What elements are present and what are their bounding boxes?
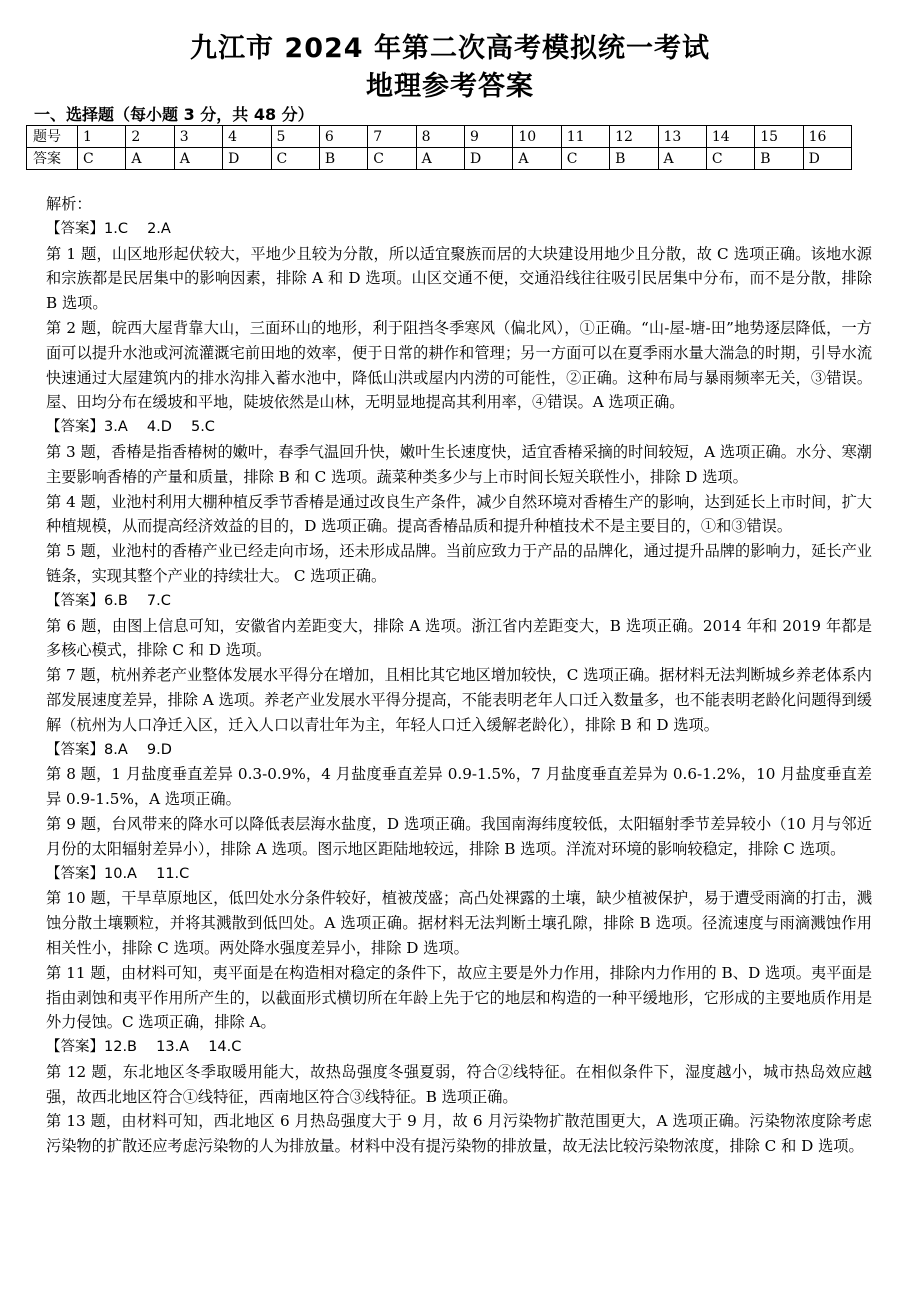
answer-cell: C <box>706 148 754 170</box>
explanation-paragraph: 第 13 题，由材料可知，西北地区 6 月热岛强度大于 9 月，故 6 月污染物扩散范围更大，A 选项正确。污染物浓度除考虑污染物的扩散还应考虑污染物的人为排放量。材料中没有提污染物的排放量，故无法比较污染物浓度，排除 C 和 D 选项。 <box>46 1112 872 1156</box>
question-number-cell: 14 <box>706 126 754 148</box>
explanation-paragraph: 第 1 题，山区地形起伏较大，平地少且较为分散，所以适宜聚族而居的大块建设用地少且分散，故 C 选项正确。该地水源和宗族都是民居集中的影响因素，排除 A 和 D 选项。山区交通不便，交通沿线往往吸引民居集中分布，而不是分散，排除 B 选项。 <box>46 244 872 313</box>
section-heading: 一、选择题（每小题 3 分，共 48 分） <box>34 105 314 124</box>
explanation-paragraph: 第 4 题，业池村利用大棚种植反季节香椿是通过改良生产条件，减少自然环境对香椿生产的影响，达到延长上市时间，扩大种植规模，从而提高经济效益的目的，D 选项正确。提高香椿品质和提升种植技术不是主要目的，①和③错误。 <box>46 492 872 536</box>
answer-table <box>26 125 852 170</box>
answer-cell: A <box>416 148 464 170</box>
question-number-cell: 6 <box>319 126 367 148</box>
analysis-label: 解析： <box>46 195 92 213</box>
row-label-answer: 答案 <box>27 148 78 170</box>
explanation-paragraph: 第 11 题，由材料可知，夷平面是在构造相对稳定的条件下，故应主要是外力作用，排除内力作用的 B、D 选项。夷平面是指由剥蚀和夷平作用所产生的，以截面形式横切所在年龄上先于它的地层和构造的一种平缓地形，它形成的主要地质作用是外力侵蚀。C 选项正确，排除 A。 <box>46 963 872 1032</box>
explanation-paragraph: 第 6 题，由图上信息可知，安徽省内差距变大，排除 A 选项。浙江省内差距变大，B 选项正确。2014 年和 2019 年都是多核心模式，排除 C 和 D 选项。 <box>46 616 872 660</box>
answer-key-line: 【答案】6.B 7.C <box>46 592 171 609</box>
answer-key-line: 【答案】12.B 13.A 14.C <box>46 1039 242 1056</box>
question-number-cell: 13 <box>658 126 706 148</box>
explanation-paragraph: 第 2 题，皖西大屋背靠大山，三面环山的地形，利于阻挡冬季寒风（偏北风），①正确。“山-屋-塘-田”地势逐层降低，一方面可以提升水池或河流灌溉宅前田地的效率，便于日常的耕作和管理；另一方面可以在夏季雨水量大湍急的时期，引导水流快速通过大屋建筑内的排水沟排入蓄水池中，降低山洪或屋内内涝的可能性，②正确。这种布局与暴雨频率无关，③错误。屋、田均分布在缓坡和平地，陡坡依然是山林，无明显地提高其利用率，④错误。A 选项正确。 <box>46 318 872 412</box>
question-number-cell: 5 <box>271 126 319 148</box>
question-number-cell: 16 <box>803 126 851 148</box>
question-number-cell: 4 <box>223 126 271 148</box>
explanation-paragraph: 第 3 题，香椿是指香椿树的嫩叶，春季气温回升快，嫩叶生长速度快，适宜香椿采摘的时间较短，A 选项正确。水分、寒潮主要影响香椿的产量和质量，排除 B 和 C 选项。蔬菜种类多少与上市时间长短关联性小，排除 D 选项。 <box>46 442 872 486</box>
answer-cell: C <box>561 148 609 170</box>
answer-cell: C <box>368 148 416 170</box>
answer-row <box>27 148 852 170</box>
answer-key-line: 【答案】1.C 2.A <box>46 220 171 237</box>
row-label-question-number: 题号 <box>27 126 78 148</box>
analysis-body <box>46 192 872 1159</box>
answer-cell: D <box>223 148 271 170</box>
answer-key-line: 【答案】10.A 11.C <box>46 865 190 882</box>
explanation-paragraph: 第 12 题，东北地区冬季取暖用能大，故热岛强度冬强夏弱，符合②线特征。在相似条件下，湿度越小，城市热岛效应越强，故西北地区符合①线特征，西南地区符合③线特征。B 选项正确。 <box>46 1062 872 1106</box>
question-number-cell: 2 <box>126 126 174 148</box>
answer-cell: B <box>319 148 367 170</box>
question-number-cell: 1 <box>78 126 126 148</box>
explanation-paragraph: 第 9 题，台风带来的降水可以降低表层海水盐度，D 选项正确。我国南海纬度较低，太阳辐射季节差异较小（10 月与邻近月份的太阳辐射差异小），排除 A 选项。图示地区距陆地较远，排除 B 选项。洋流对环境的影响较稳定，排除 C 选项。 <box>46 814 872 858</box>
answer-key-line: 【答案】3.A 4.D 5.C <box>46 419 215 436</box>
answer-cell: C <box>271 148 319 170</box>
question-number-cell: 11 <box>561 126 609 148</box>
answer-cell: B <box>610 148 658 170</box>
question-number-row <box>27 126 852 148</box>
answer-cell: D <box>803 148 851 170</box>
exam-subtitle: 地理参考答案 <box>366 71 534 102</box>
answer-cell: A <box>126 148 174 170</box>
exam-title: 九江市 2024 年第二次高考模拟统一考试 <box>190 33 710 64</box>
answer-cell: A <box>658 148 706 170</box>
question-number-cell: 3 <box>174 126 222 148</box>
answer-cell: C <box>78 148 126 170</box>
explanation-paragraph: 第 10 题，干旱草原地区，低凹处水分条件较好，植被茂盛；高凸处裸露的土壤，缺少植被保护，易于遭受雨滴的打击，溅蚀分散土壤颗粒，并将其溅散到低凹处。A 选项正确。据材料无法判断土壤孔隙，排除 B 选项。径流速度与雨滴溅蚀作用相关性小，排除 C 选项。两处降水强度差异小，排除 D 选项。 <box>46 889 872 957</box>
answer-cell: D <box>465 148 513 170</box>
question-number-cell: 8 <box>416 126 464 148</box>
explanation-paragraph: 第 8 题，1 月盐度垂直差异 0.3-0.9%，4 月盐度垂直差异 0.9-1.5%，7 月盐度垂直差异为 0.6-1.2%，10 月盐度垂直差异 0.9-1.5%，A 选项正确。 <box>46 765 872 809</box>
explanation-paragraph: 第 7 题，杭州养老产业整体发展水平得分在增加，且相比其它地区增加较快，C 选项正确。据材料无法判断城乡养老体系内部发展速度差异，排除 A 选项。养老产业发展水平得分提高，不能表明老年人口迁入数量多，也不能表明老龄化问题得到缓解（杭州为人口净迁入区，迁入人口以青壮年为主，年轻人口迁入缓解老龄化），排除 B 和 D 选项。 <box>46 666 872 734</box>
question-number-cell: 9 <box>465 126 513 148</box>
answer-key-line: 【答案】8.A 9.D <box>46 741 172 758</box>
question-number-cell: 10 <box>513 126 561 148</box>
question-number-cell: 12 <box>610 126 658 148</box>
explanation-paragraph: 第 5 题，业池村的香椿产业已经走向市场，还未形成品牌。当前应致力于产品的品牌化，通过提升品牌的影响力，延长产业链条，实现其整个产业的持续壮大。 C 选项正确。 <box>46 542 872 585</box>
answer-cell: A <box>513 148 561 170</box>
answer-cell: A <box>174 148 222 170</box>
question-number-cell: 7 <box>368 126 416 148</box>
question-number-cell: 15 <box>755 126 803 148</box>
answer-cell: B <box>755 148 803 170</box>
